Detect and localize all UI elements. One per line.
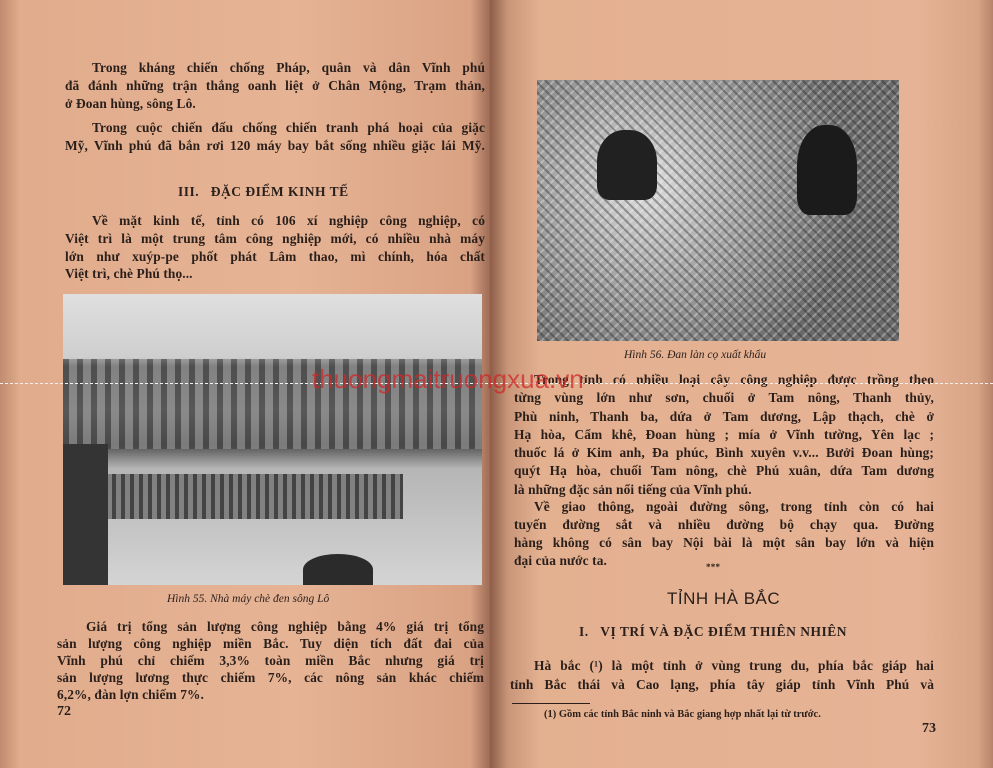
footnote-rule: [512, 703, 590, 704]
text-line: Trong kháng chiến chống Pháp, quân và dân Vĩnh phú: [92, 60, 485, 75]
page-number: 72: [57, 704, 71, 719]
text-line: Phù ninh, Thanh ba, dứa ở Tam dương, Lập thạch, chè ở: [514, 409, 934, 424]
basket-weaving-photo: [537, 80, 899, 341]
text-line: Việt trì là một trung tâm công nghiệp mới, có nhiều nhà máy: [65, 231, 485, 246]
text-line: là những đặc sản nổi tiếng của Vĩnh phú.: [514, 482, 752, 497]
section-number: III.: [178, 184, 200, 199]
text-line: Về giao thông, ngoài đường sông, trong tỉnh còn có hai: [534, 499, 934, 514]
section-heading: [178, 184, 349, 200]
watermark: thuongmaitruongxua.vn: [312, 364, 584, 394]
text-line: lớn như xuýp-pe phốt phát Lâm thao, mì chính, hóa chất: [65, 249, 485, 264]
footnote: (1) Gồm các tỉnh Bắc ninh và Bắc giang hợp nhất lại từ trước.: [544, 709, 821, 720]
section-title: ĐẶC ĐIỂM KINH TẾ: [210, 184, 349, 199]
text-line: Trong tỉnh có nhiều loại cây công nghiệp được trồng theo: [534, 372, 934, 387]
text-line: Việt trì, chè Phú thọ...: [65, 266, 193, 281]
text-line: Vĩnh phú chỉ chiếm 3,3% toàn miền Bắc nhưng giá trị: [57, 653, 484, 668]
text-line: Giá trị tổng sản lượng công nghiệp bằng 4% giá trị tổng: [86, 619, 484, 634]
figure-caption: Hình 56. Đan làn cọ xuất khẩu: [624, 349, 767, 361]
text-line: sản lượng lương thực chiếm 7%, các nông sản khác chiếm: [57, 670, 484, 685]
text-line: đã đánh những trận thắng oanh liệt ở Chân Mộng, Trạm thản,: [65, 78, 485, 93]
text-line: hàng không có sân bay Nội bài là một sân bay lớn và hiện: [514, 535, 934, 550]
section-heading: [579, 624, 847, 640]
section-title: VỊ TRÍ VÀ ĐẶC ĐIỂM THIÊN NHIÊN: [600, 624, 848, 639]
figure-caption: Hình 55. Nhà máy chè đen sông Lô: [167, 593, 330, 605]
text-line: ở Đoan hùng, sông Lô.: [65, 96, 196, 111]
text-line: Hạ hòa, Cẩm khê, Đoan hùng ; mía ở Vĩnh tường, Yên lạc ;: [514, 427, 934, 442]
text-line: từng vùng lớn như sơn, chuối ở Tam nông, Thanh thủy,: [514, 390, 934, 405]
text-line: Trong cuộc chiến đấu chống chiến tranh phá hoại của giặc: [92, 120, 485, 135]
ornament: * * *: [706, 562, 720, 572]
text-line: Về mặt kinh tế, tỉnh có 106 xí nghiệp công nghiệp, có: [92, 213, 485, 228]
text-line: sản lượng công nghiệp miền Bắc. Tuy diện tích đất đai của: [57, 636, 484, 651]
text-line: quýt Hạ hòa, chuối Tam nông, chè Phú xuân, dứa Tam dương: [514, 463, 934, 478]
text-line: tỉnh Bắc thái và Cao lạng, phía tây giáp tỉnh Vĩnh Phú và: [510, 677, 934, 692]
section-number: I.: [579, 624, 589, 639]
text-line: 6,2%, đàn lợn chiếm 7%.: [57, 687, 204, 702]
text-line: Mỹ, Vĩnh phú đã bắn rơi 120 máy bay bắt sống nhiều giặc lái Mỹ.: [65, 138, 485, 153]
text-line: Hà bắc (¹) là một tỉnh ở vùng trung du, phía bắc giáp hai: [534, 658, 934, 673]
page-number: 73: [922, 721, 936, 736]
text-line: đại của nước ta.: [514, 553, 607, 568]
text-line: tuyến đường sắt và nhiều đường bộ chạy qua. Đường: [514, 517, 934, 532]
factory-photo: [63, 294, 482, 585]
text-line: thuốc lá ở Kim anh, Đa phúc, Bình xuyên v.v... Bưởi Đoan hùng;: [514, 445, 934, 460]
chapter-title: TỈNH HÀ BẮC: [667, 589, 781, 608]
